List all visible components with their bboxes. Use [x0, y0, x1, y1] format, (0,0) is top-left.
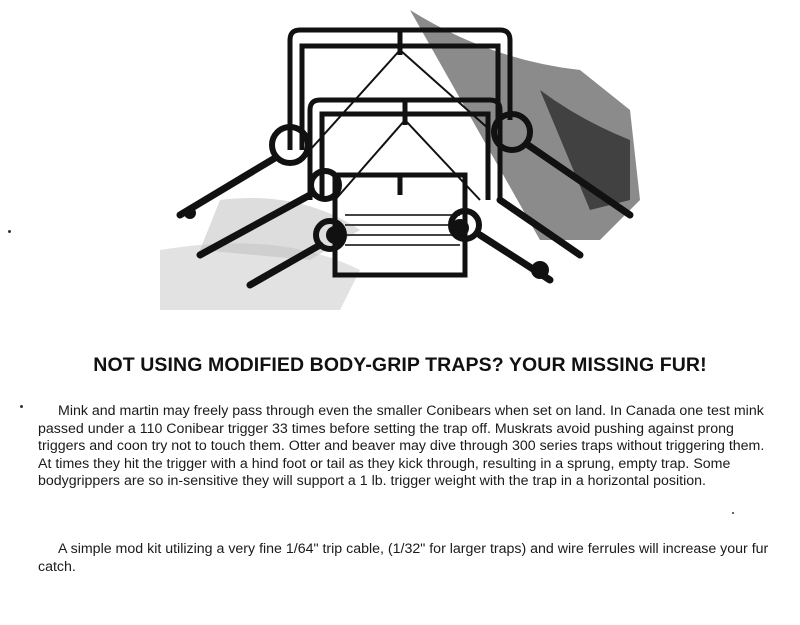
paragraph-2: A simple mod kit utilizing a very fine 1/64" trip cable, (1/32" for larger traps) and wire ferrules will increase your fur catch. — [38, 541, 769, 575]
paragraph-1: Mink and martin may freely pass through even the smaller Conibears when set on land. In Canada one test mink passed under a 110 Conibear trigger 33 times before setting the trap off. Muskrats avoid pushing against prong triggers and coon try not to touch them. Otter and beaver may dive through 300 series traps without triggering them. At times they hit the trigger with a hind foot or tail as they kick through, resulting in a sprung, empty trap. Some bodygrippers are so in-sensitive they will support a 1 lb. trigger weight with the trap in a horizontal position. — [38, 403, 765, 490]
print-speck — [20, 405, 23, 408]
headline: NOT USING MODIFIED BODY-GRIP TRAPS? YOUR MISSING FUR! — [93, 354, 707, 376]
print-speck — [8, 230, 11, 233]
body-grip-traps-illustration — [160, 0, 660, 310]
print-speck — [732, 512, 734, 514]
trap-photo — [160, 0, 660, 310]
